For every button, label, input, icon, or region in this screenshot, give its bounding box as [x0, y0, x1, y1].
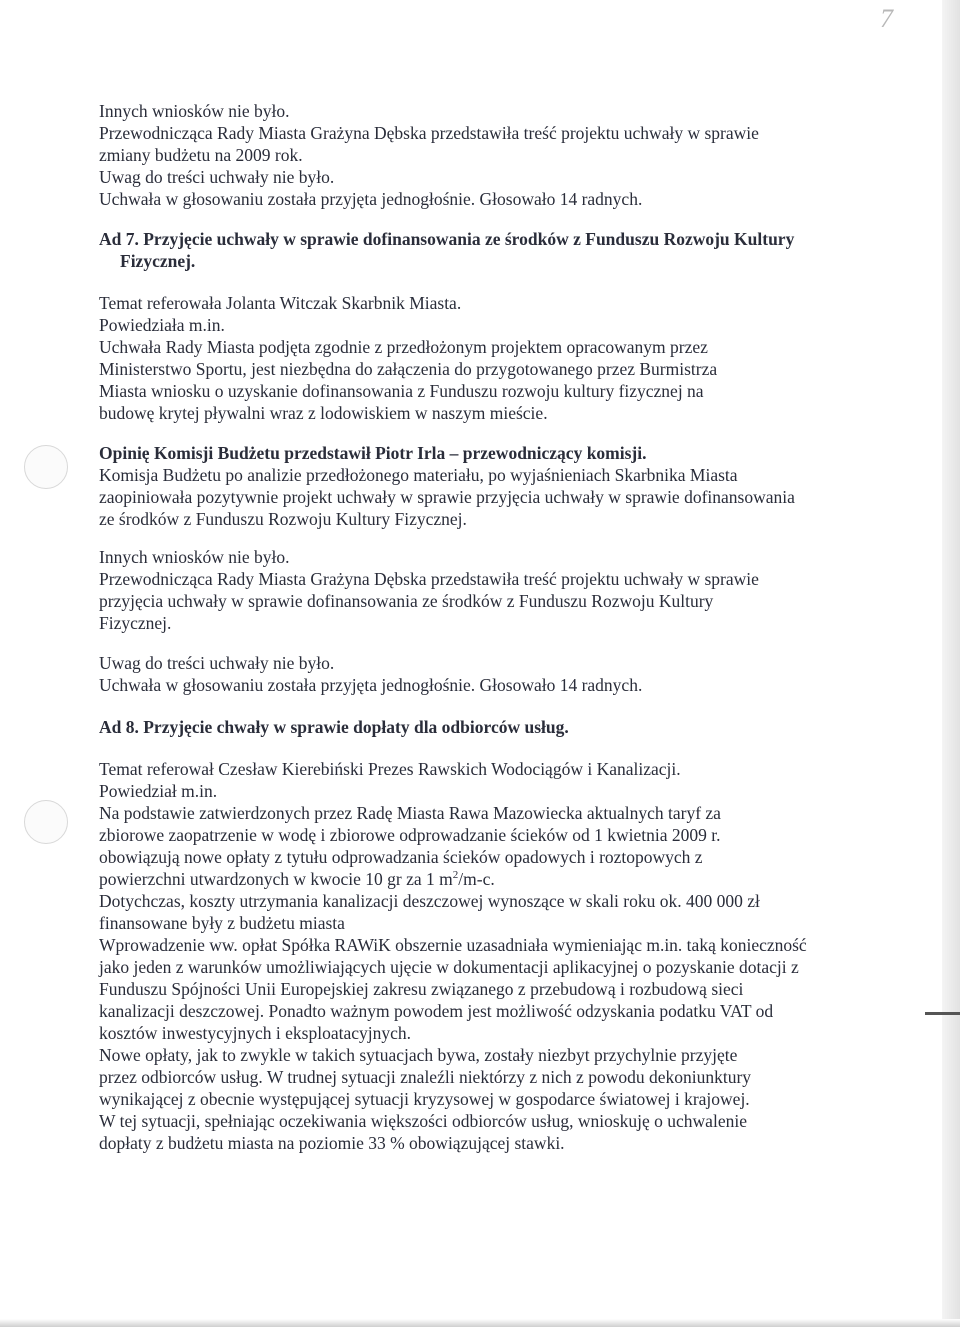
text-line: przyjęcia uchwały w sprawie dofinansowania ze środków z Funduszu Rozwoju Kultury: [99, 591, 714, 611]
text-line: zaopiniowała pozytywnie projekt uchwały w sprawie przyjęcia uchwały w sprawie dofinansowania: [99, 487, 795, 507]
text-line: Innych wniosków nie było.: [99, 101, 290, 121]
paragraph-item-8-statement: [99, 758, 899, 1154]
text-line: Temat referował Czesław Kierebiński Prezes Rawskich Wodociągów i Kanalizacji.: [99, 759, 681, 779]
text-line: Uchwała w głosowaniu została przyjęta jednogłośnie. Głosowało 14 radnych.: [99, 189, 643, 209]
text-line: Innych wniosków nie było.: [99, 547, 290, 567]
text-line: Ministerstwo Sportu, jest niezbędna do załączenia do przygotowanego przez Burmistrza: [99, 359, 718, 379]
agenda-item-7-heading: [99, 228, 899, 272]
paragraph-other-motions-2: [99, 546, 899, 634]
text-line: Temat referowała Jolanta Witczak Skarbnik Miasta.: [99, 293, 462, 313]
text-line: Uwag do treści uchwały nie było.: [99, 653, 335, 673]
text-line: Uchwała w głosowaniu została przyjęta jednogłośnie. Głosowało 14 radnych.: [99, 675, 643, 695]
text-line: budowę krytej pływalni wraz z lodowiskiem w naszym mieście.: [99, 403, 548, 423]
text-line: Na podstawie zatwierdzonych przez Radę Miasta Rawa Mazowiecka aktualnych taryf za: [99, 803, 721, 823]
text-line: W tej sytuacji, spełniając oczekiwania większości odbiorców usług, wnioskuję o uchwalenie: [99, 1111, 747, 1131]
text-line: kanalizacji deszczowej. Ponadto ważnym powodem jest możliwość odzyskania podatku VAT od: [99, 1001, 774, 1021]
document-body: [99, 100, 899, 1154]
text-line: Powiedział m.in.: [99, 781, 218, 801]
page-number: 7: [880, 4, 893, 33]
scan-bottom-edge: [0, 1319, 960, 1327]
text-line: Powiedziała m.in.: [99, 315, 225, 335]
text-line: Przewodnicząca Rady Miasta Grażyna Dębska przedstawiła treść projektu uchwały w sprawie: [99, 123, 759, 143]
text-line: jako jeden z warunków umożliwiających ujęcie w dokumentacji aplikacyjnej o pozyskanie dotacji z: [99, 957, 799, 977]
punch-hole: [24, 800, 68, 844]
text-line: przez odbiorców usług. W trudnej sytuacji znaleźli niektórzy z nich z powodu dekoniunktury: [99, 1067, 752, 1087]
heading-line: Opinię Komisji Budżetu przedstawił Piotr Irla – przewodniczący komisji.: [99, 443, 647, 463]
edge-mark: [925, 1012, 960, 1015]
text-line: Funduszu Spójności Unii Europejskiej zakresu związanego z przebudową i rozbudową sieci: [99, 979, 744, 999]
text-line: wynikającej z obecnie występującej sytuacji kryzysowej w gospodarce światowej i krajowej.: [99, 1089, 750, 1109]
text-line: Nowe opłaty, jak to zwykle w takich sytuacjach bywa, zostały niezbyt przychylnie przyjęte: [99, 1045, 738, 1065]
text-line: Dotychczas, koszty utrzymania kanalizacji deszczowej wynoszące w skali roku ok. 400 000 zł: [99, 891, 760, 911]
heading-line: Ad 8. Przyjęcie chwały w sprawie dopłaty dla odbiorców usług.: [99, 717, 569, 737]
paragraph-budget-committee-opinion: [99, 464, 899, 530]
text-line: Uchwała Rady Miasta podjęta zgodnie z przedłożonym projektem opracowanym przez: [99, 337, 708, 357]
text-line: Miasta wniosku o uzyskanie dofinansowania z Funduszu rozwoju kultury fizycznej na: [99, 381, 704, 401]
text-fragment: powierzchni utwardzonych w kwocie 10 gr za 1 m: [99, 869, 453, 889]
text-line: obowiązują nowe opłaty z tytułu odprowadzania ścieków opadowych i roztopowych z: [99, 847, 703, 867]
text-fragment: /m-c.: [458, 869, 495, 889]
text-line: finansowane były z budżetu miasta: [99, 913, 345, 933]
heading-line: Ad 7. Przyjęcie uchwały w sprawie dofinansowania ze środków z Funduszu Rozwoju Kultury: [99, 229, 795, 249]
heading-line: Fizycznej.: [120, 251, 196, 271]
text-line: Fizycznej.: [99, 613, 172, 633]
text-line: zbiorowe zaopatrzenie w wodę i zbiorowe odprowadzanie ścieków od 1 kwietnia 2009 r.: [99, 825, 721, 845]
paragraph-vote-result: [99, 652, 899, 696]
text-line: Przewodnicząca Rady Miasta Grażyna Dębska przedstawiła treść projektu uchwały w sprawie: [99, 569, 759, 589]
text-line: ze środków z Funduszu Rozwoju Kultury Fizycznej.: [99, 509, 467, 529]
text-line: Uwag do treści uchwały nie było.: [99, 167, 335, 187]
paragraph-other-motions-1: [99, 100, 899, 210]
text-line: zmiany budżetu na 2009 rok.: [99, 145, 303, 165]
text-line: [99, 868, 899, 890]
text-line: dopłaty z budżetu miasta na poziomie 33 % obowiązującej stawki.: [99, 1133, 565, 1153]
paragraph-item-7-statement: [99, 314, 899, 424]
punch-hole: [24, 445, 68, 489]
superscript-exponent: 2: [452, 869, 459, 882]
text-line: Wprowadzenie ww. opłat Spółka RAWiK obszernie uzasadniała wymieniając m.in. taką konieczność: [99, 935, 807, 955]
budget-committee-opinion-heading: [99, 442, 899, 464]
scan-edge: [942, 0, 960, 1327]
text-line: Komisja Budżetu po analizie przedłożonego materiału, po wyjaśnieniach Skarbnika Miasta: [99, 465, 738, 485]
paragraph-item-7-speaker: [99, 292, 899, 314]
agenda-item-8-heading: [99, 716, 899, 738]
text-line: kosztów inwestycyjnych i eksploatacyjnych.: [99, 1023, 412, 1043]
